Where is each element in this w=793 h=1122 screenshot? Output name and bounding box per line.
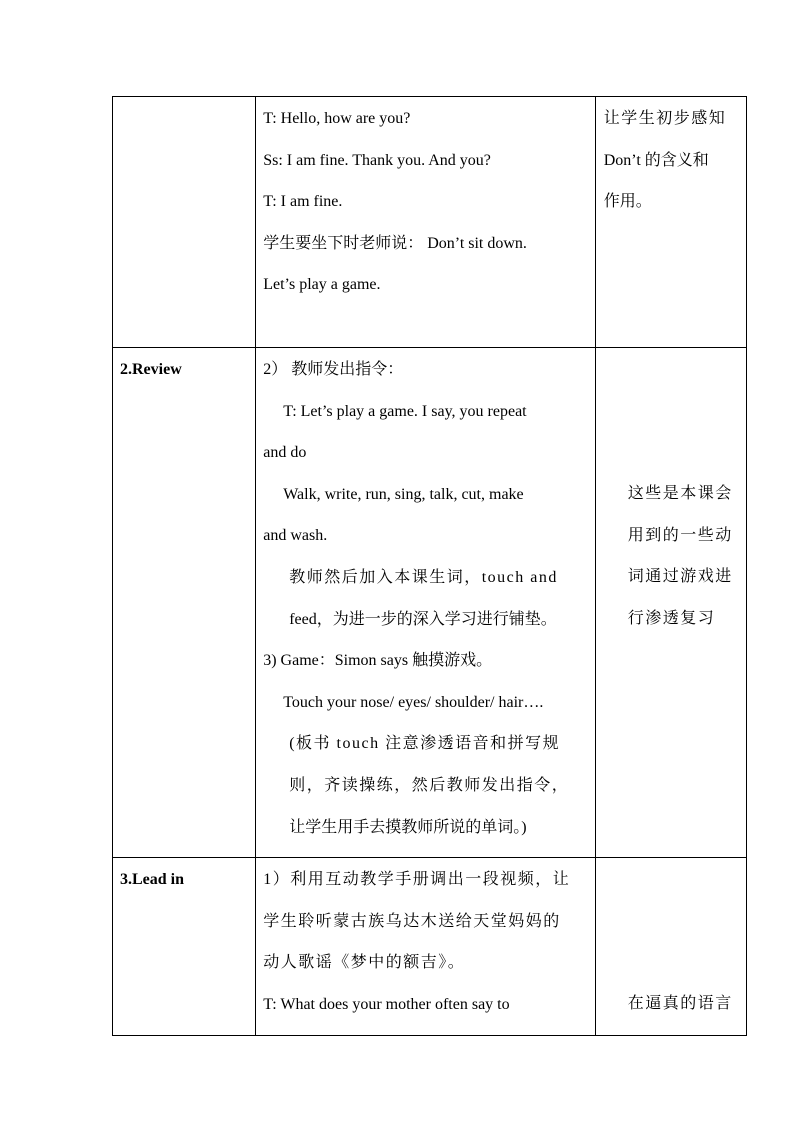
content-line: 1）利用互动教学手册调出一段视频，让 (263, 871, 571, 889)
purpose-line: 在逼真的语言 (627, 995, 733, 1013)
table-row (113, 858, 747, 1035)
content-line: 学生聆听蒙古族乌达木送给天堂妈妈的 (263, 912, 561, 930)
content-cell (256, 858, 596, 1035)
content-cell (256, 348, 596, 858)
purpose-line: 作用。 (603, 193, 652, 211)
content-line: Walk, write, run, sing, talk, cut, make (283, 485, 524, 503)
stage-cell (113, 97, 256, 348)
purpose-line: 让学生初步感知 (603, 110, 727, 127)
purpose-cell (595, 348, 746, 858)
purpose-cell (595, 858, 746, 1035)
stage-label (113, 97, 255, 107)
content-line: Ss: I am fine. Thank you. And you? (263, 151, 491, 169)
content-line: T: I am fine. (263, 193, 343, 211)
purpose-line: 行渗透复习 (627, 609, 716, 627)
content-line: and wash. (263, 527, 328, 545)
content-line: T: What does your mother often say to (263, 995, 510, 1013)
purpose-line: Don’t 的含义和 (603, 151, 709, 169)
content-line: T: Hello, how are you? (263, 110, 411, 127)
purpose-line: 这些是本课会 (627, 485, 733, 502)
content-line: feed，为进一步的深入学习进行铺垫。 (289, 610, 557, 628)
stage-cell (113, 348, 256, 858)
content-line: Touch your nose/ eyes/ shoulder/ hair…. (283, 693, 544, 711)
stage-label: 3.Lead in (120, 871, 185, 889)
purpose-line: 词通过游戏进 (627, 568, 733, 586)
content-cell (256, 97, 596, 348)
stage-cell (113, 858, 256, 1035)
content-line: Let’s play a game. (263, 276, 381, 294)
purpose-cell (595, 97, 746, 348)
content-line: 教师然后加入本课生词，touch and (289, 568, 558, 586)
table-row (113, 97, 747, 348)
content-line: 2） 教师发出指令： (263, 361, 404, 378)
content-line: 3) Game：Simon says 触摸游戏。 (263, 652, 493, 670)
content-line: T: Let’s play a game. I say, you repeat (283, 402, 527, 420)
content-line: (板书 touch 注意渗透语音和拼写规 (289, 735, 561, 753)
content-line: 学生要坐下时老师说： Don’t sit down. (263, 234, 527, 252)
purpose-line: 用到的一些动 (627, 526, 733, 544)
content-line: and do (263, 444, 307, 462)
stage-label: 2.Review (120, 361, 182, 378)
lesson-plan-table (112, 96, 747, 1036)
table-row (113, 348, 747, 858)
content-line: 让学生用手去摸教师所说的单词。) (289, 818, 527, 836)
content-line: 动人歌谣《梦中的额吉》。 (263, 954, 466, 972)
content-line: 则，齐读操练，然后教师发出指令， (289, 776, 570, 794)
